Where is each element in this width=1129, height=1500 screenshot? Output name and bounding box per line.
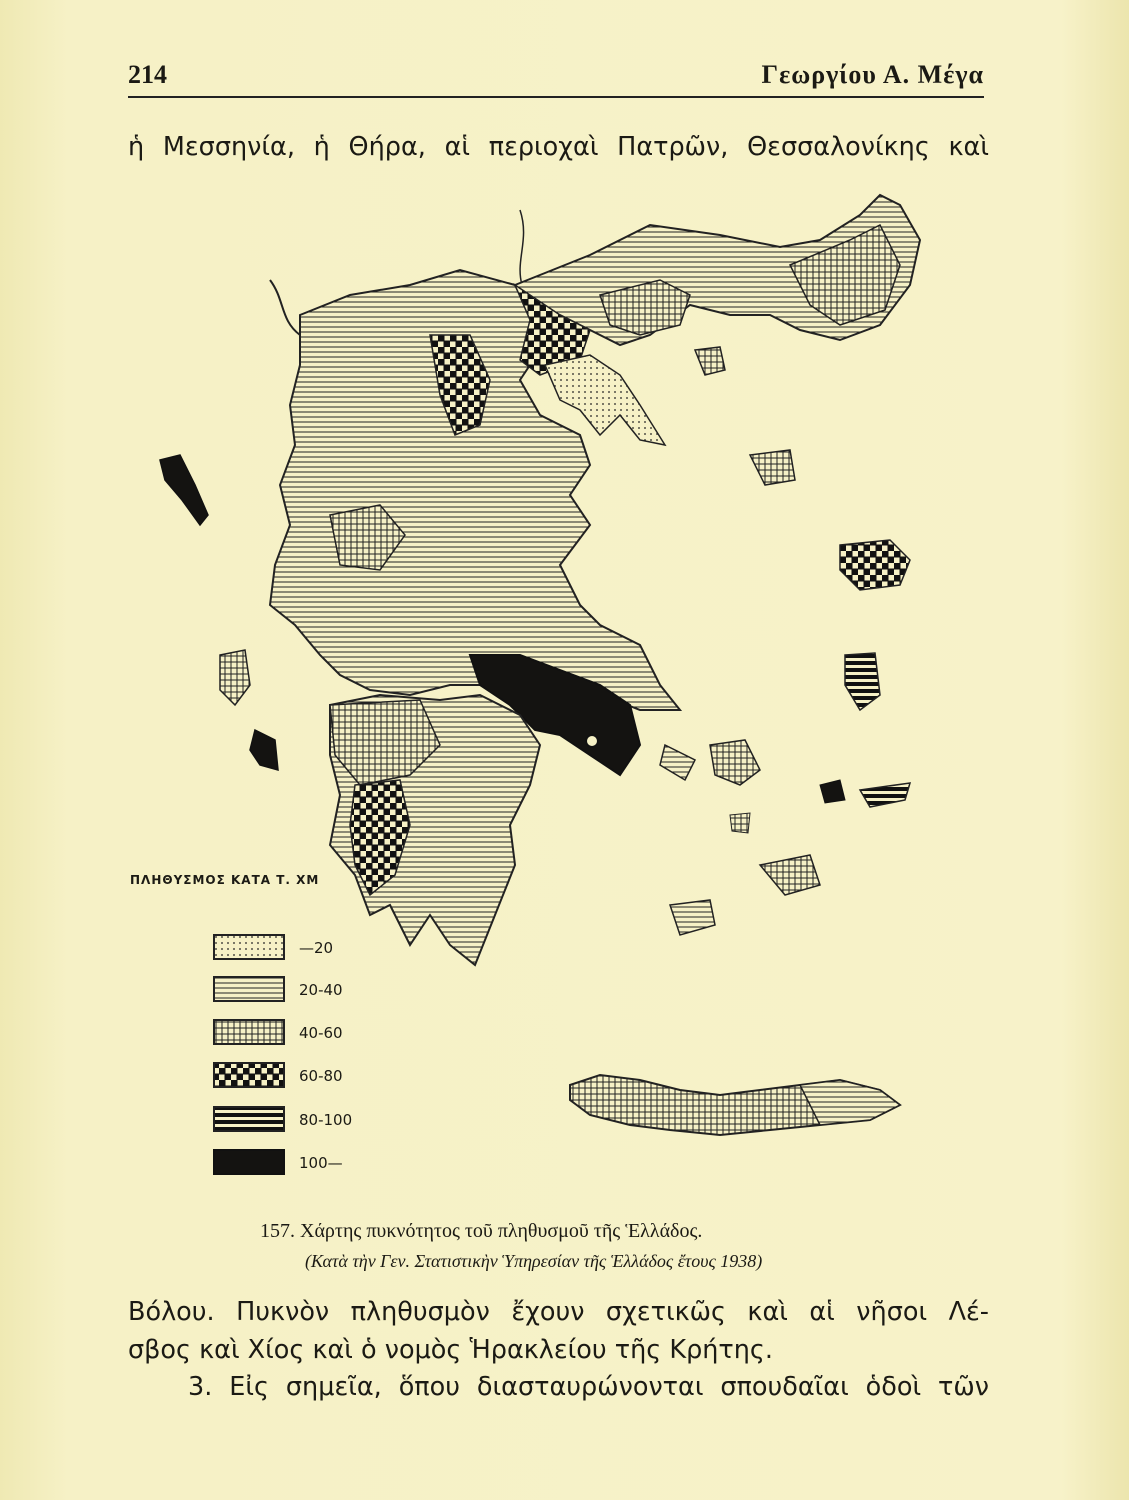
legend-swatch-checker <box>213 1062 285 1088</box>
figure-caption: 157. Χάρτης πυκνότητος τοῦ πληθυσμοῦ τῆς Ἑλλάδος. <box>260 1220 703 1242</box>
page-header <box>128 58 984 98</box>
legend-entry <box>213 1062 503 1092</box>
legend-label: 40-60 <box>299 1024 343 1042</box>
island-small <box>730 813 750 833</box>
island-chios <box>845 653 880 710</box>
island-corfu <box>160 455 208 525</box>
island-lesbos <box>840 540 910 590</box>
island-andros <box>710 740 760 785</box>
legend-swatch-solid <box>213 1149 285 1175</box>
legend-entry <box>213 1106 503 1136</box>
legend-label: 100— <box>299 1154 343 1172</box>
legend-swatch-hlines <box>213 976 285 1002</box>
body-text-line: 3. Εἰς σημεῖα, ὅπου διασταυρώνονται σπουδαῖαι ὁδοὶ τῶν <box>188 1372 989 1402</box>
page-number: 214 <box>128 60 167 89</box>
legend-label: —20 <box>299 939 334 957</box>
legend-entry <box>213 1019 503 1049</box>
river-line <box>520 210 524 285</box>
island-naxos <box>760 855 820 895</box>
legend-label: 20-40 <box>299 981 343 999</box>
legend-entry <box>213 934 503 964</box>
island-samos <box>860 783 910 807</box>
island-small <box>820 780 845 803</box>
body-text-line: ἡ Μεσσηνία, ἡ Θήρα, αἱ περιοχαὶ Πατρῶν, Θεσσαλονίκης καὶ <box>128 132 989 162</box>
island-kefalonia <box>220 650 250 705</box>
legend-entry <box>213 976 503 1006</box>
athens-marker <box>586 735 598 747</box>
legend-entry <box>213 1149 503 1179</box>
island-zakynthos <box>250 730 278 770</box>
island-thasos <box>695 347 725 375</box>
map-legend-title: ΠΛΗΘΥΣΜΟΣ ΚΑΤΑ Τ. ΧΜ <box>130 873 320 887</box>
legend-swatch-thick <box>213 1106 285 1132</box>
body-text-line: σβος καὶ Χίος καὶ ὁ νομὸς Ἡρακλείου τῆς Κρήτης. <box>128 1335 774 1365</box>
island-lemnos <box>750 450 795 485</box>
running-head: Γεωργίου Α. Μέγα <box>761 60 984 89</box>
body-text-line: Βόλου. Πυκνὸν πληθυσμὸν ἔχουν σχετικῶς καὶ αἱ νῆσοι Λέ- <box>128 1297 989 1327</box>
legend-label: 80-100 <box>299 1111 353 1129</box>
island-euboea-south <box>660 745 695 780</box>
island-cyclades <box>670 900 715 935</box>
figure-source: (Κατὰ τὴν Γεν. Στατιστικὴν Ὑπηρεσίαν τῆς Ἑλλάδος ἔτους 1938) <box>305 1251 763 1271</box>
legend-swatch-grid <box>213 1019 285 1045</box>
legend-label: 60-80 <box>299 1067 343 1085</box>
legend-swatch-dots <box>213 934 285 960</box>
